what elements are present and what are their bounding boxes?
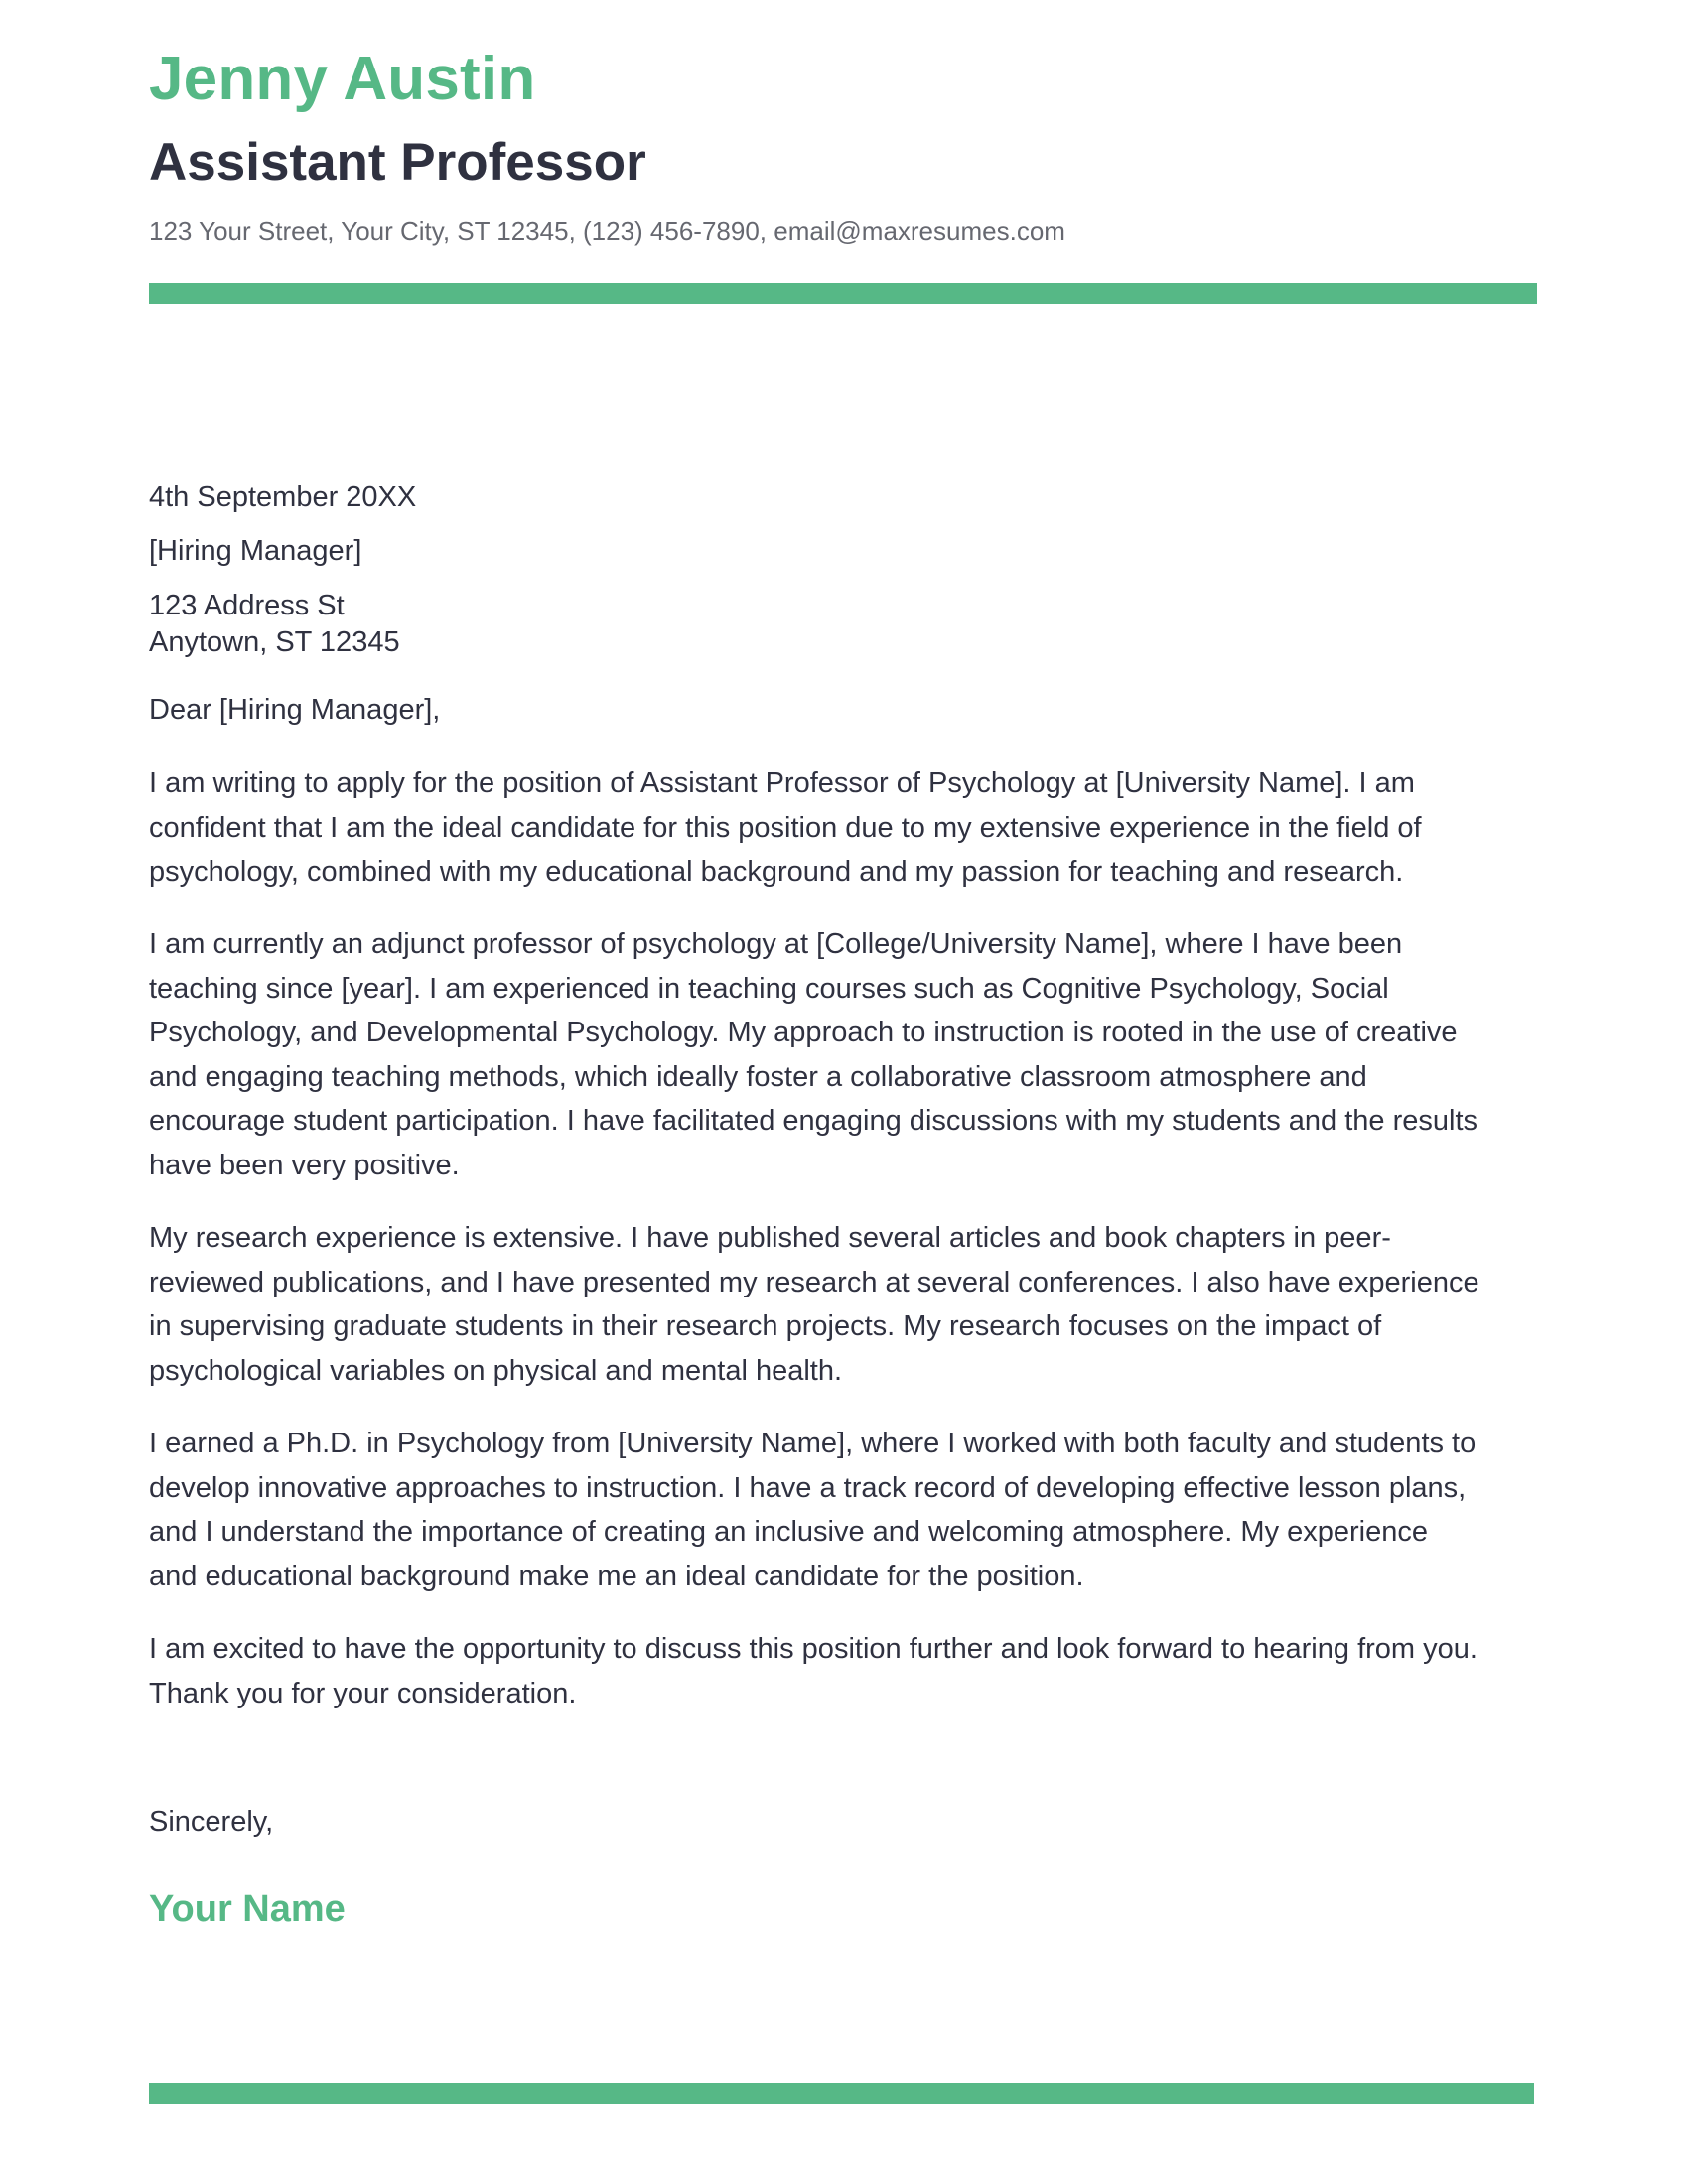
paragraph-line: Psychology, and Developmental Psychology. My approach to instruction is rooted in the use of creative bbox=[149, 1017, 1458, 1048]
paragraph-line: reviewed publications, and I have presented my research at several conferences. I also have experience bbox=[149, 1266, 1479, 1298]
paragraph-line: psychology, combined with my educational background and my passion for teaching and research. bbox=[149, 856, 1404, 887]
closing: Sincerely, bbox=[149, 1806, 274, 1838]
paragraph-5 bbox=[149, 1627, 1549, 1715]
contact-info: 123 Your Street, Your City, ST 12345, (123) 456-7890, email@maxresumes.com bbox=[149, 216, 1065, 246]
paragraph-line: psychological variables on physical and mental health. bbox=[149, 1354, 843, 1387]
paragraph-line: and I understand the importance of creating an inclusive and welcoming atmosphere. My experience bbox=[149, 1516, 1429, 1548]
paragraph-line: encourage student participation. I have facilitated engaging discussions with my students and the results bbox=[149, 1105, 1478, 1137]
recipient-name: [Hiring Manager] bbox=[149, 535, 362, 567]
paragraph-line: confident that I am the ideal candidate for this position due to my extensive experience in the field of bbox=[149, 811, 1422, 844]
paragraph-line: in supervising graduate students in their research projects. My research focuses on the impact of bbox=[149, 1310, 1382, 1342]
paragraph-1 bbox=[149, 761, 1549, 894]
paragraph-line: I am excited to have the opportunity to discuss this position further and look forward to hearing from you. bbox=[149, 1633, 1477, 1665]
paragraph-line: develop innovative approaches to instruction. I have a track record of developing effective lesson plans, bbox=[149, 1471, 1467, 1504]
paragraph-line: My research experience is extensive. I have published several articles and book chapters in peer- bbox=[149, 1222, 1391, 1254]
paragraph-3 bbox=[149, 1216, 1549, 1393]
applicant-name: Jenny Austin bbox=[149, 45, 536, 113]
paragraph-line: and educational background make me an ideal candidate for the position. bbox=[149, 1560, 1084, 1592]
paragraph-line: and engaging teaching methods, which ideally foster a collaborative classroom atmosphere and bbox=[149, 1060, 1367, 1093]
paragraph-4 bbox=[149, 1422, 1549, 1598]
paragraph-line: I earned a Ph.D. in Psychology from [University Name], where I worked with both faculty and students to bbox=[149, 1428, 1477, 1459]
paragraph-line: I am currently an adjunct professor of psychology at [College/University Name], where I have been bbox=[149, 928, 1403, 960]
recipient-address-line-2: Anytown, ST 12345 bbox=[149, 626, 400, 658]
bottom-divider bbox=[149, 2083, 1534, 2104]
paragraph-line: teaching since [year]. I am experienced in teaching courses such as Cognitive Psychology, Social bbox=[149, 972, 1389, 1005]
top-divider bbox=[149, 283, 1537, 304]
letter-date: 4th September 20XX bbox=[149, 481, 417, 513]
paragraph-line: Thank you for your consideration. bbox=[149, 1677, 577, 1709]
paragraph-2 bbox=[149, 922, 1549, 1187]
job-title: Assistant Professor bbox=[149, 133, 646, 192]
paragraph-line: have been very positive. bbox=[149, 1149, 460, 1181]
recipient-address-line-1: 123 Address St bbox=[149, 590, 345, 621]
paragraph-line: I am writing to apply for the position of Assistant Professor of Psychology at [University Name]. I am bbox=[149, 767, 1415, 799]
signature-name: Your Name bbox=[149, 1888, 346, 1930]
salutation: Dear [Hiring Manager], bbox=[149, 694, 441, 726]
